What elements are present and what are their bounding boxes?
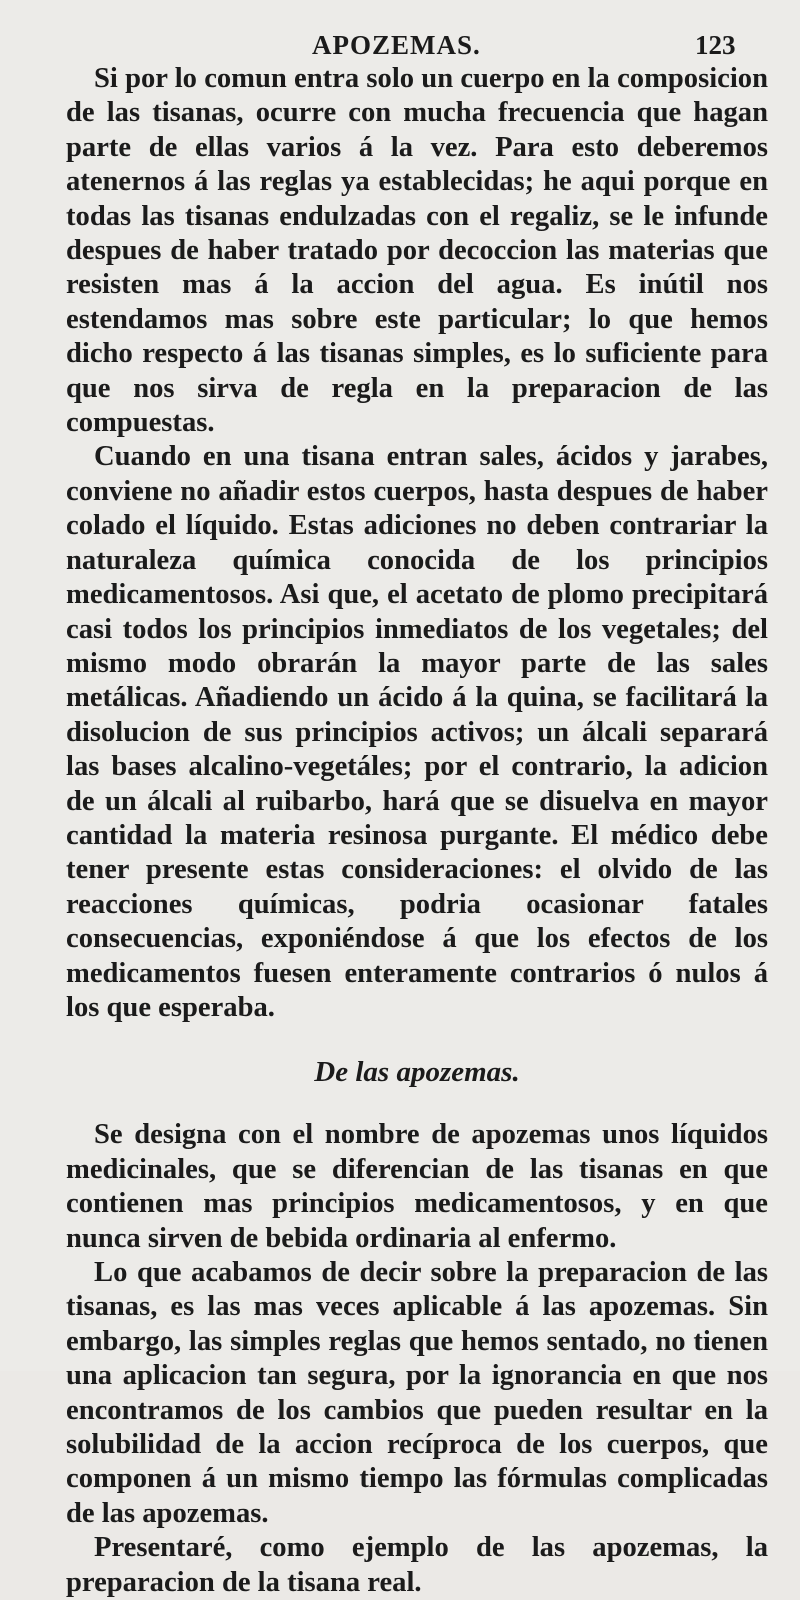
running-head — [0, 30, 800, 66]
body-text — [66, 62, 768, 1600]
paragraph-apozemas-preparation: Lo que acabamos de decir sobre la preparacion de las tisanas, es las mas veces aplicable á las apozemas. Sin embargo, las simples reglas que hemos sentado, no tienen una aplicacion tan segura, por la ignorancia en que nos encontramos de los cambios que pueden resultar en la solubilidad de la accion recíproca de los cuerpos, que componen á un mismo tiempo las fórmulas complicadas de las apozemas. — [66, 1257, 768, 1529]
page-number: 123 — [695, 30, 736, 60]
paragraph-tisana-real: Presentaré, como ejemplo de las apozemas, la preparacion de la tisana real. — [66, 1532, 768, 1598]
running-title: APOZEMAS. — [312, 30, 481, 60]
paragraph-apozemas-definition: Se designa con el nombre de apozemas unos líquidos medicinales, que se diferencian de las tisanas en que contienen mas principios medicamentosos, y en que nunca sirven de bebida ordinaria al enfermo. — [66, 1119, 768, 1254]
paragraph-composite-tisanas: Si por lo comun entra solo un cuerpo en la composicion de las tisanas, ocurre con mucha frecuencia que hagan parte de ellas varios á la vez. Para esto deberemos atenernos á las reglas ya establecidas; he aqui porque en todas las tisanas endulzadas con el regaliz, se le infunde despues de haber tratado por decoccion las materias que resisten mas á la accion del agua. Es inútil nos estendamos mas sobre este particular; lo que hemos dicho respecto á las tisanas simples, es lo suficiente para que nos sirva de regla en la preparacion de las compuestas. — [66, 63, 768, 439]
paragraph-salts-acids-syrups: Cuando en una tisana entran sales, ácidos y jarabes, conviene no añadir estos cuerpos, hasta despues de haber colado el líquido. Estas adiciones no deben contrariar la naturaleza química conocida de los principios medicamentosos. Asi que, el acetato de plomo precipitará casi todos los principios inmediatos de los vegetales; del mismo modo obrarán la mayor parte de las sales metálicas. Añadiendo un ácido á la quina, se facilitará la disolucion de sus principios activos; un álcali separará las bases alcalino-vegetáles; por el contrario, la adicion de un álcali al ruibarbo, hará que se disuelva en mayor cantidad la materia resinosa purgante. El médico debe tener presente estas consideraciones: el olvido de las reacciones químicas, podria ocasionar fatales consecuencias, exponiéndose á que los efectos de los medicamentos fuesen enteramente contrarios ó nulos á los que esperaba. — [66, 441, 768, 1023]
section-heading: De las apozemas. — [314, 1056, 520, 1089]
